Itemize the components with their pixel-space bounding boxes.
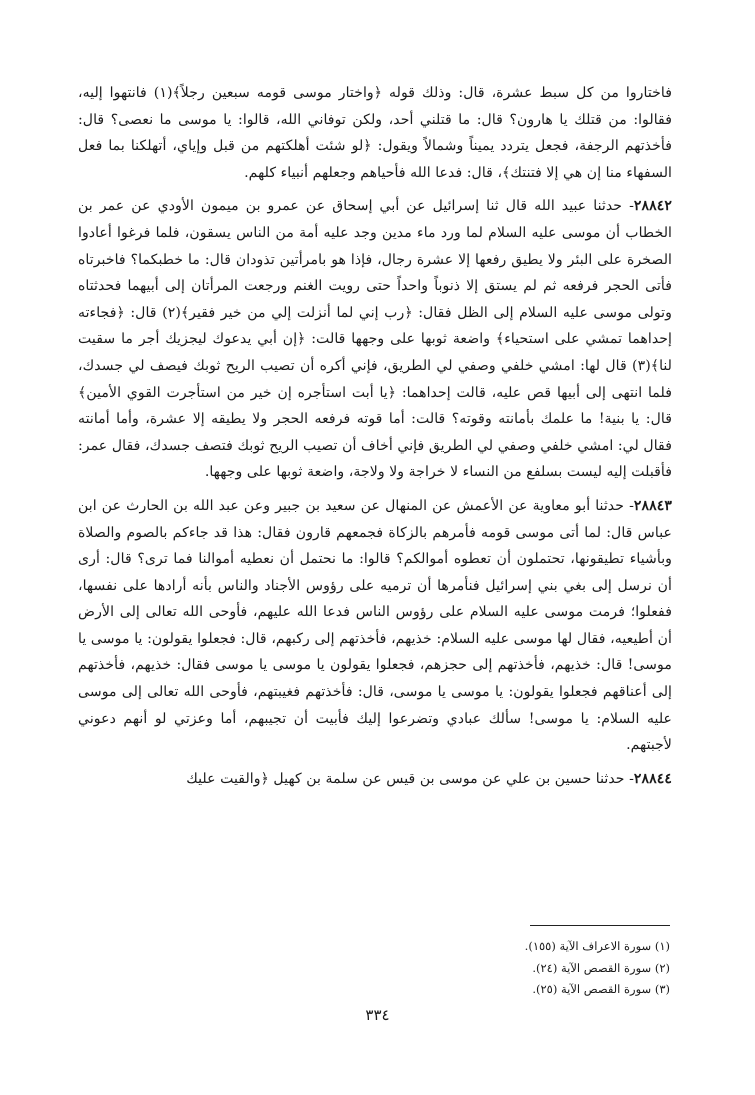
footnote-2: (٢) سورة القصص الآية (٢٤).	[532, 960, 670, 975]
page-number: ٣٣٤	[365, 1006, 390, 1024]
footnote-3: (٣) سورة القصص الآية (٢٥).	[532, 982, 670, 996]
paragraph-28843	[78, 493, 672, 759]
hadith-text: - حدثنا أبو معاوية عن الأعمش عن المنهال عن سعيد بن جبير وعن عبد الله بن الحارث عن ابن عباس قال: لما أتى موسى قومه فأمرهم بالزكاة فجمعهم قارون فقال: هذا قد جاءكم بالصوم والصلاة وبأشياء تطيقونها، تحتملون أن تعطوه أموالكم؟ قالوا: ما نحتمل أن نعطيه أموالنا فما ترى؟ قال: أرى أن نرسل إلى بغي بني إسرائيل فنأمرها أن ترميه على رؤوس الأجناد والناس بأنه أرادها على نفسها، ففعلوا؛ فرمت موسى عليه السلام على رؤوس الناس فدعا الله عليهم، فأوحى الله تعالى إلى الأرض أن أطيعيه، فقال لها موسى عليه السلام: خذيهم، فأخذتهم إلى ركبهم، قال: فجعلوا يقولون: يا موسى يا موسى! قال: خذيهم، فأخذتهم إلى حجزهم، فجعلوا يقولون يا موسى يا موسى فقال: خذيهم، فأخذتهم إلى أعناقهم فجعلوا يقولون: يا موسى يا موسى، قال: فأخذتهم فغيبتهم، فأوحى الله تعالى إلى موسى عليه السلام: يا موسى! سألك عبادي وتضرعوا إليك فأبيت أن تجيبهم، أما وعزتي لو أنهم دعوني لأجبتهم.	[78, 497, 672, 754]
paragraph-28842	[78, 193, 672, 486]
hadith-number: ٢٨٨٤٣	[633, 497, 672, 514]
footnote-divider	[530, 925, 670, 926]
paragraph-1: فاختاروا من كل سبط عشرة، قال: وذلك قوله ﴿واختار موسى قومه سبعين رجلاً﴾(١) فانتهوا إليه، فقالوا: من قتلك يا هارون؟ قال: ما قتلني أحد، ولكن توفاني الله، قالوا: يا موسى ما نعصى؟ قال: فأخذتهم الرجفة، فجعل يتردد يميناً وشمالاً ويقول: ﴿لو شئت أهلكتهم من قبل وإياي، أتهلكنا بما فعل السفهاء منا إن هي إلا فتنتك﴾، قال: فدعا الله فأحياهم وجعلهم أنبياء كلهم.	[78, 85, 672, 181]
main-text	[78, 80, 672, 792]
hadith-text: - حدثنا حسين بن علي عن موسى بن قيس عن سلمة بن كهيل ﴿والقيت عليك	[186, 770, 634, 787]
hadith-number: ٢٨٨٤٢	[633, 198, 672, 215]
footnotes	[78, 936, 670, 1001]
hadith-number: ٢٨٨٤٤	[633, 770, 672, 787]
paragraph-28844	[78, 766, 672, 793]
footnote-1: (١) سورة الاعراف الآية (١٥٥).	[524, 939, 670, 953]
hadith-text: - حدثنا عبيد الله قال ثنا إسرائيل عن أبي إسحاق عن عمرو بن ميمون الأودي عن عمر بن الخطاب أن موسى عليه السلام لما ورد ماء مدين وجد عليه أمة من الناس يسقون، فلما فرغوا أعادوا الصخرة على البئر ولا يطيق رفعها إلا عشرة رجال، فإذا هو بامرأتين تذودان قال: ما خطبكما؟ فاخبرتاه فأتى الحجر فرفعه ثم لم يستق إلا ذنوباً واحداً حتى رويت الغنم ورجعت المرأتان إلى أبيهما فحدثتاه وتولى موسى عليه السلام إلى الظل فقال: ﴿رب إني لما أنزلت إلي من خير فقير﴾(٢) قال: ﴿فجاءته إحداهما تمشي على استحياء﴾ واضعة ثوبها على وجهها قالت: ﴿إن أبي يدعوك ليجزيك أجر ما سقيت لنا﴾(٣) قال لها: امشي خلفي وصفي لي الطريق، فإني أكره أن تصيب الريح ثوبك فيصف لي جسدك، فلما انتهى إلى أبيها قص عليه، قالت إحداهما: ﴿يا أبت استأجره إن خير من استأجرت القوي الأمين﴾ قال: يا بنية! ما علمك بأمانته وقوته؟ قالت: أما قوته فرفعه الحجر ولا يطيقه إلا عشرة، وأما أمانته فقال لي: امشي خلفي وصفي لي الطريق فإني أخاف أن تصيب الريح ثوبك فتصف جسدك، فقال عمر: فأقبلت إليه ليست بسلفع من النساء لا خراجة ولا ولاجة، واضعة ثوبها على وجهها.	[78, 198, 672, 481]
